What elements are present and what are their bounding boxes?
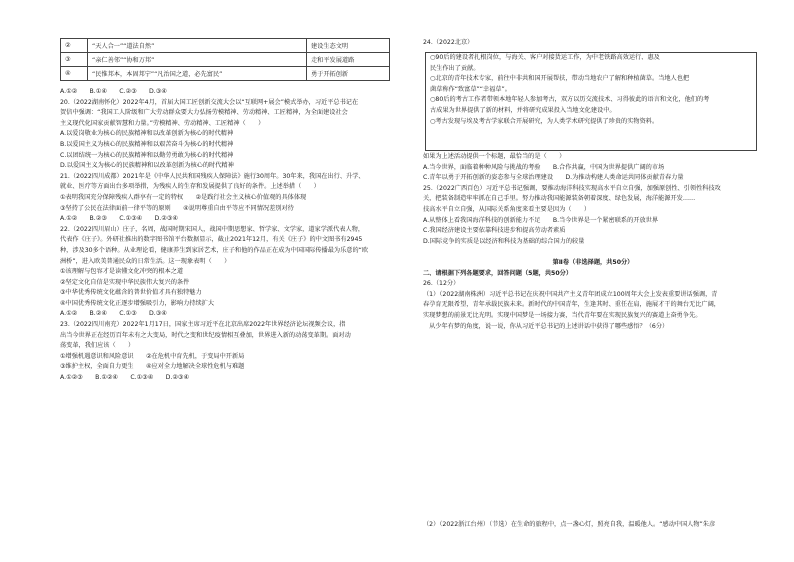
right-column-header: [423, 38, 763, 49]
part-two-title: 第Ⅱ卷（非选择题，共50分）: [552, 258, 634, 266]
text-line: ①该理解与包容才是读懂文化冲突的根本之道: [60, 268, 184, 276]
table-row: [61, 67, 390, 81]
row-number: ④: [61, 67, 88, 81]
text-line: A.从整体上看我国海洋科技的创新能力不足 B.当今世界是一个紧密联系的开放世界: [423, 216, 659, 224]
text-line: 关，把装备制造牢牢抓在自己手里。努力推动我国能源装备朝着深度、绿色发展，海洋能源开发……: [423, 195, 696, 203]
text-line: 贺信中强调：“我国工人阶级和广大劳动群众要大力弘扬劳模精神、劳动精神、工匠精神，为全面建设社会: [60, 109, 348, 117]
text-line: 21.（2022四川成都）2021年是《中华人民共和国残疾人保障法》施行30周年。30年来，我国在出行、升学、: [60, 172, 365, 180]
row-number: ②: [61, 39, 88, 53]
right-column: [423, 152, 763, 332]
row-practice: 勇于开拓创新: [307, 67, 390, 81]
box-line: 民生作出了贡献。: [430, 64, 480, 72]
text-line: 技高水平自立自强，从国际关系角度来看主要是因为（ ）: [423, 205, 591, 213]
row-tradition: “亲仁善邻”“协和万邦”: [88, 53, 307, 67]
text-line: ③中华优秀传统文化蕴含的普世价值才具有独特魅力: [60, 289, 202, 297]
text-line: ②坚定文化自信是实现中华民族伟大复兴的条件: [60, 278, 190, 286]
part-two-heading: 二、请根据下列各题要求，回答问题（5题，共50分）: [423, 269, 573, 277]
text-line: ①增强机遇意识和风险意识 ②在危机中育先机，于变局中开新局: [60, 352, 245, 360]
text-line: 洲桥”，进入欧美普通民众的日常生活。这一现象表明（ ）: [60, 257, 231, 265]
text-line: ④中国优秀传统文化正逐步增强吸引力，影响力持续扩大: [60, 299, 215, 307]
text-line: 20.（2022湖南怀化）2022年4月，首届大国工匠创新交流大会以“互联网+展会”模式举办，习近平总书记在: [60, 98, 359, 106]
box-line: 菌草称作“致富草”“幸福草”。: [430, 85, 511, 93]
text-line: 荡变革，我们应该（ ）: [60, 342, 135, 350]
question-number: 24.（2022北京）: [423, 39, 474, 46]
text-line: A.当今世界，面临着种种风险与挑战的考验 B.合作共赢，中国为世界提供广阔的市场: [423, 163, 665, 171]
row-practice: 建设生态文明: [307, 39, 390, 53]
text-line: 出当今世界正在经历百年未有之大变局，时代之变和世纪疫情相互叠加，世界进入新的动荡变革期。面对动: [60, 331, 351, 339]
material-box: [425, 52, 757, 151]
box-line: ○80后的考古工作者带领本地年轻人参加考古，双方以历交流技术、习得彼此的语言和文化，他们的考: [430, 96, 710, 104]
box-line: ○北京的青年技术专家，前往中非共和国开展帮扶，带动当地农户了解和种植菌草。当地人也把: [430, 75, 690, 83]
text-line: A.以爱岗敬业为核心的民族精神和以改革创新为核心的时代精神: [60, 130, 234, 138]
table-row: [61, 39, 390, 53]
text-line: C.以团结统一为核心的民族精神和以勤劳勇敢为核心的时代精神: [60, 151, 234, 159]
text-line: （1）（2022湖南株洲）习近平总书记在庆祝中国共产主义青年团成立100周年大会上发表重要讲话强调，青: [423, 290, 718, 298]
box-line: 古成果为世界提供了新的材料，并将研究成果投入当地文化建设中。: [430, 106, 616, 114]
row-tradition: “民惟邦本，本固邦宁”“凡治国之道，必先富民”: [88, 67, 307, 81]
text-line: 如果为上述活动提供一个标题，最恰当的是（ ）: [423, 153, 566, 160]
text-line: 23.（2022四川南充）2022年1月17日，国家主席习近平在北京出席2022年世界经济论坛视频会议，指: [60, 321, 346, 329]
text-line: C.青年以勇于开拓创新的姿态参与全球治理建设 D.为推动构建人类命运共同体贡献青春力量: [423, 174, 684, 182]
text-line: A.①② B.②④ C.①③ D.③④: [60, 310, 167, 318]
box-line: ○90后的建设者扎根岗位，与海关、客户对接货运工作，为中老铁路高效运行、惠及: [430, 54, 660, 61]
options-table: [60, 38, 390, 81]
text-line: 22.（2022四川眉山）庄子，名周，战国时期宋国人，战国中期思想家、哲学家、文学家，道家学派代表人物，: [60, 225, 365, 233]
text-line: 就业、医疗等方面出台多项举措，为残疾人的生存和发展提供了良好的条件。上述举措（ ）: [60, 183, 320, 191]
text-line: ③坚持了公民在法律面前一律平等的原则 ④说明尊重自由平等应不同情况差别对待: [60, 204, 294, 212]
box-line: ○考古发现与埃及考古学家联合开展研究，为人类学术研究提供了珍贵的实物资料。: [430, 117, 659, 125]
text-line: 代表作《庄子》。外研社推出的数字图书馆平台数据显示，截止2021年12月，有关《庄子》的中文图书有2945: [60, 236, 363, 244]
text-line: C.我国经济建设主要依靠科技进步和提高劳动者素质: [423, 227, 566, 235]
question-number: 26.（12分）: [423, 280, 460, 288]
text-line: 实现梦想的前景无比光明。实现中国梦是一场接力赛，当代青年要在实现民族复兴的赛道上奋勇争先。: [423, 311, 702, 319]
text-line: ①表明我国充分保障残疾人群享有一定的特权 ②是践行社会主义核心价值观的具体体现: [60, 193, 307, 201]
text-line: D.以爱国主义为核心的民族精神和以改革创新为核心的时代精神: [60, 162, 234, 170]
text-line: D.国际竞争的实质是以经济和科技为基础的综合国力的较量: [423, 237, 585, 245]
text-line: B.以爱国主义为核心的民族精神和以艰苦奋斗为核心的时代精神: [60, 140, 234, 148]
text-line: 主义现代化国家贡献智慧和力量。”劳模精神、劳动精神、工匠精神（ ）: [60, 119, 265, 127]
left-column: [60, 87, 398, 384]
text-line: 春孕育无限希望，青年承载民族未来。新时代的中国青年，生逢其时、重任在肩，施展才干的舞台无比广阔，: [423, 301, 720, 309]
table-row: [61, 53, 390, 67]
text-line: A.①②③ B.①②④ C.①③④ D.②③④: [60, 374, 190, 382]
row-practice: 走和平发展道路: [307, 53, 390, 67]
text-line: A.①② B.①④ C.②③ D.③④: [60, 88, 167, 95]
text-line: A.①② B.②③ C.①③④ D.②③④: [60, 215, 178, 223]
text-line: （2）（2022浙江台州）（节选）在生命的旅程中，点一盏心灯，照亮自我，温暖他人。“感动中国人物”朱彦: [423, 521, 716, 528]
right-column-bottom: [423, 520, 763, 531]
row-tradition: “天人合一”“道法自然”: [88, 39, 307, 53]
row-number: ③: [61, 53, 88, 67]
text-line: 25.（2022广西百色）习近平总书记强调，要推动海洋科技实现高水平自立自强，加强原创性、引领性科技攻: [423, 184, 721, 192]
text-line: 种，涉及30多个语种。从业理论看，健康养生到家居艺术，庄子和他的作品正在成为中国国际传播最为乐意的“欧: [60, 246, 369, 254]
text-line: ③维护主权，全面自力更生 ④应对全力地解决全球性危机与难题: [60, 363, 245, 371]
text-line: 从少年有梦的角度，说一说，你从习近平总书记的上述讲话中获得了哪些感悟？（6分）: [423, 322, 669, 330]
